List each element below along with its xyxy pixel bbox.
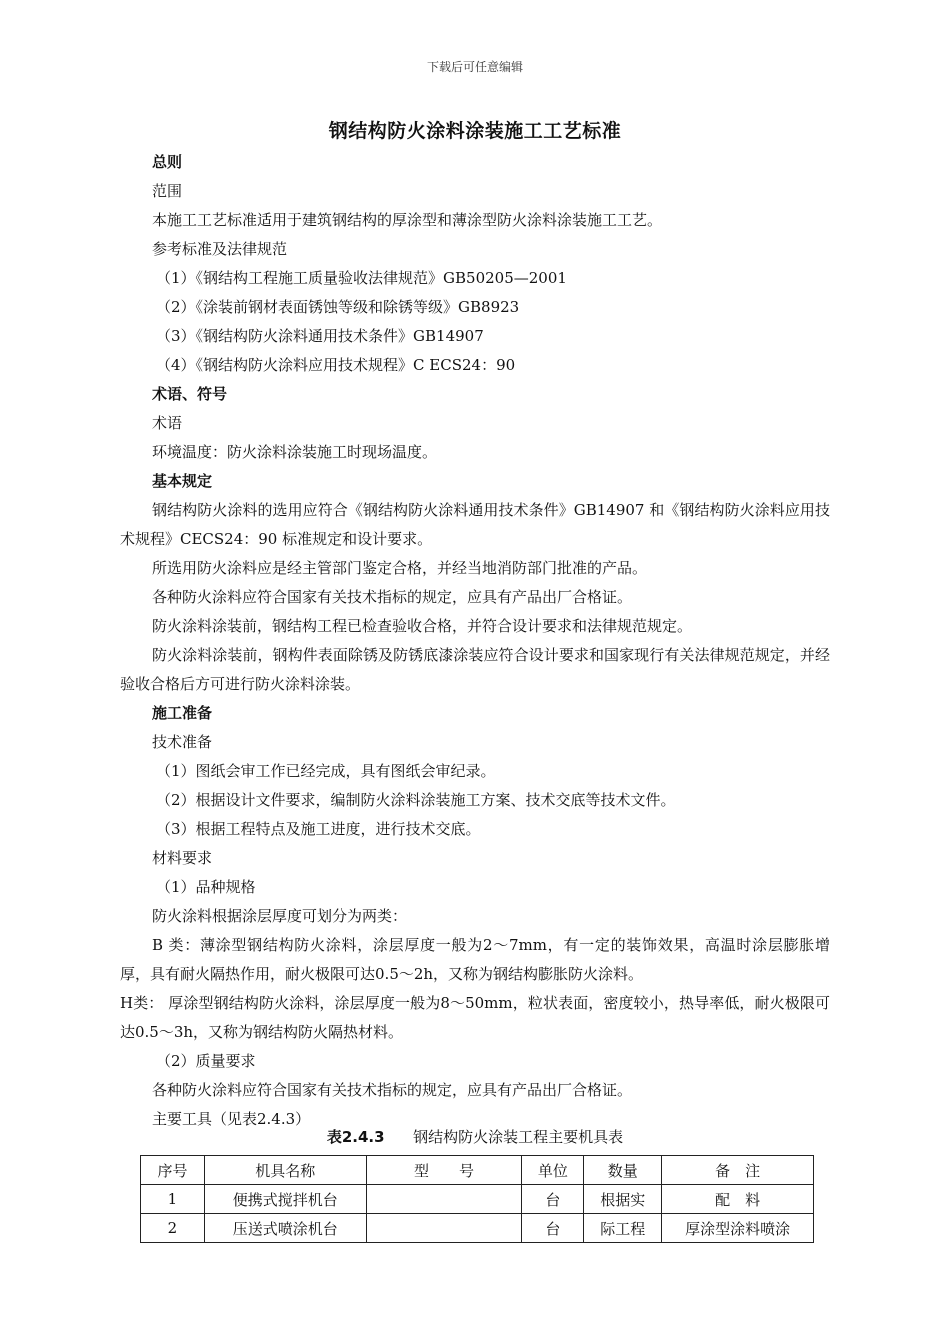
list-item: （1）图纸会审工作已经完成，具有图纸会审纪录。 — [156, 762, 496, 780]
table-caption — [0, 1126, 950, 1147]
tools-table — [140, 1155, 814, 1243]
list-item: （1）品种规格 — [156, 878, 256, 896]
list-item: （2）质量要求 — [156, 1052, 256, 1070]
cell-name: 压送式喷涂机台 — [204, 1214, 366, 1243]
reference-item: （1）《钢结构工程施工质量验收法律规范》GB50205—2001 — [156, 269, 567, 287]
list-item: （2）根据设计文件要求，编制防火涂料涂装施工方案、技术交底等技术文件。 — [156, 791, 676, 809]
subsection-heading: 材料要求 — [152, 849, 213, 867]
column-header: 序号 — [141, 1156, 205, 1185]
cell-model — [366, 1214, 522, 1243]
reference-item: （2）《涂装前钢材表面锈蚀等级和除锈等级》GB8923 — [156, 298, 520, 316]
section-heading: 总则 — [152, 153, 183, 171]
cell-note: 配 料 — [662, 1185, 814, 1214]
table-row — [141, 1185, 814, 1214]
list-item: （3）根据工程特点及施工进度，进行技术交底。 — [156, 820, 481, 838]
subsection-heading: 术语 — [152, 414, 183, 432]
paragraph: B 类：薄涂型钢结构防火涂料，涂层厚度一般为2～7mm，有一定的装饰效果，高温时涂层膨胀增厚，具有耐火隔热作用，耐火极限可达0.5～2h，又称为钢结构膨胀防火涂料。 — [120, 936, 830, 983]
cell-name: 便携式搅拌机台 — [204, 1185, 366, 1214]
cell-qty: 际工程 — [584, 1214, 662, 1243]
cell-note: 厚涂型涂料喷涂 — [662, 1214, 814, 1243]
table-title: 钢结构防火涂装工程主要机具表 — [413, 1128, 624, 1146]
cell-no: 2 — [141, 1214, 205, 1243]
table-number: 表2.4.3 — [326, 1128, 385, 1146]
section-heading: 施工准备 — [152, 704, 213, 722]
column-header: 备 注 — [662, 1156, 814, 1185]
section-heading: 基本规定 — [152, 472, 213, 490]
paragraph: 防火涂料涂装前，钢构件表面除锈及防锈底漆涂装应符合设计要求和国家现行有关法律规范规定，并经验收合格后方可进行防火涂料涂装。 — [120, 646, 830, 693]
cell-model — [366, 1185, 522, 1214]
cell-unit: 台 — [522, 1214, 584, 1243]
cell-unit: 台 — [522, 1185, 584, 1214]
column-header: 数量 — [584, 1156, 662, 1185]
subsection-heading: 参考标准及法律规范 — [152, 240, 288, 258]
header-note: 下载后可任意编辑 — [426, 60, 523, 74]
table-row — [141, 1214, 814, 1243]
reference-item: （4）《钢结构防火涂料应用技术规程》C ECS24：90 — [156, 356, 516, 374]
reference-item: （3）《钢结构防火涂料通用技术条件》GB14907 — [156, 327, 484, 345]
paragraph: H类： 厚涂型钢结构防火涂料，涂层厚度一般为8～50mm，粒状表面，密度较小，热导率低，耐火极限可达0.5～3h，又称为钢结构防火隔热材料。 — [120, 994, 830, 1041]
paragraph: 环境温度：防火涂料涂装施工时现场温度。 — [152, 443, 438, 461]
column-header: 机具名称 — [204, 1156, 366, 1185]
subsection-heading: 主要工具（见表2.4.3） — [152, 1110, 311, 1128]
cell-qty: 根据实 — [584, 1185, 662, 1214]
paragraph: 防火涂料根据涂层厚度可划分为两类： — [152, 907, 408, 925]
column-header: 型 号 — [366, 1156, 522, 1185]
subsection-heading: 范围 — [152, 182, 183, 200]
table-header-row — [141, 1156, 814, 1185]
document-title: 钢结构防火涂料涂装施工工艺标准 — [328, 120, 622, 142]
paragraph: 本施工工艺标准适用于建筑钢结构的厚涂型和薄涂型防火涂料涂装施工工艺。 — [152, 211, 663, 229]
column-header: 单位 — [522, 1156, 584, 1185]
cell-no: 1 — [141, 1185, 205, 1214]
paragraph: 钢结构防火涂料的选用应符合《钢结构防火涂料通用技术条件》GB14907 和《钢结构防火涂料应用技术规程》CECS24：90 标准规定和设计要求。 — [120, 501, 830, 548]
paragraph: 所选用防火涂料应是经主管部门鉴定合格，并经当地消防部门批准的产品。 — [152, 559, 648, 577]
document-body — [120, 148, 830, 1134]
paragraph: 各种防火涂料应符合国家有关技术指标的规定，应具有产品出厂合格证。 — [152, 1081, 633, 1099]
paragraph: 各种防火涂料应符合国家有关技术指标的规定，应具有产品出厂合格证。 — [152, 588, 633, 606]
paragraph: 防火涂料涂装前，钢结构工程已检查验收合格，并符合设计要求和法律规范规定。 — [152, 617, 693, 635]
section-heading: 术语、符号 — [152, 385, 228, 403]
subsection-heading: 技术准备 — [152, 733, 213, 751]
